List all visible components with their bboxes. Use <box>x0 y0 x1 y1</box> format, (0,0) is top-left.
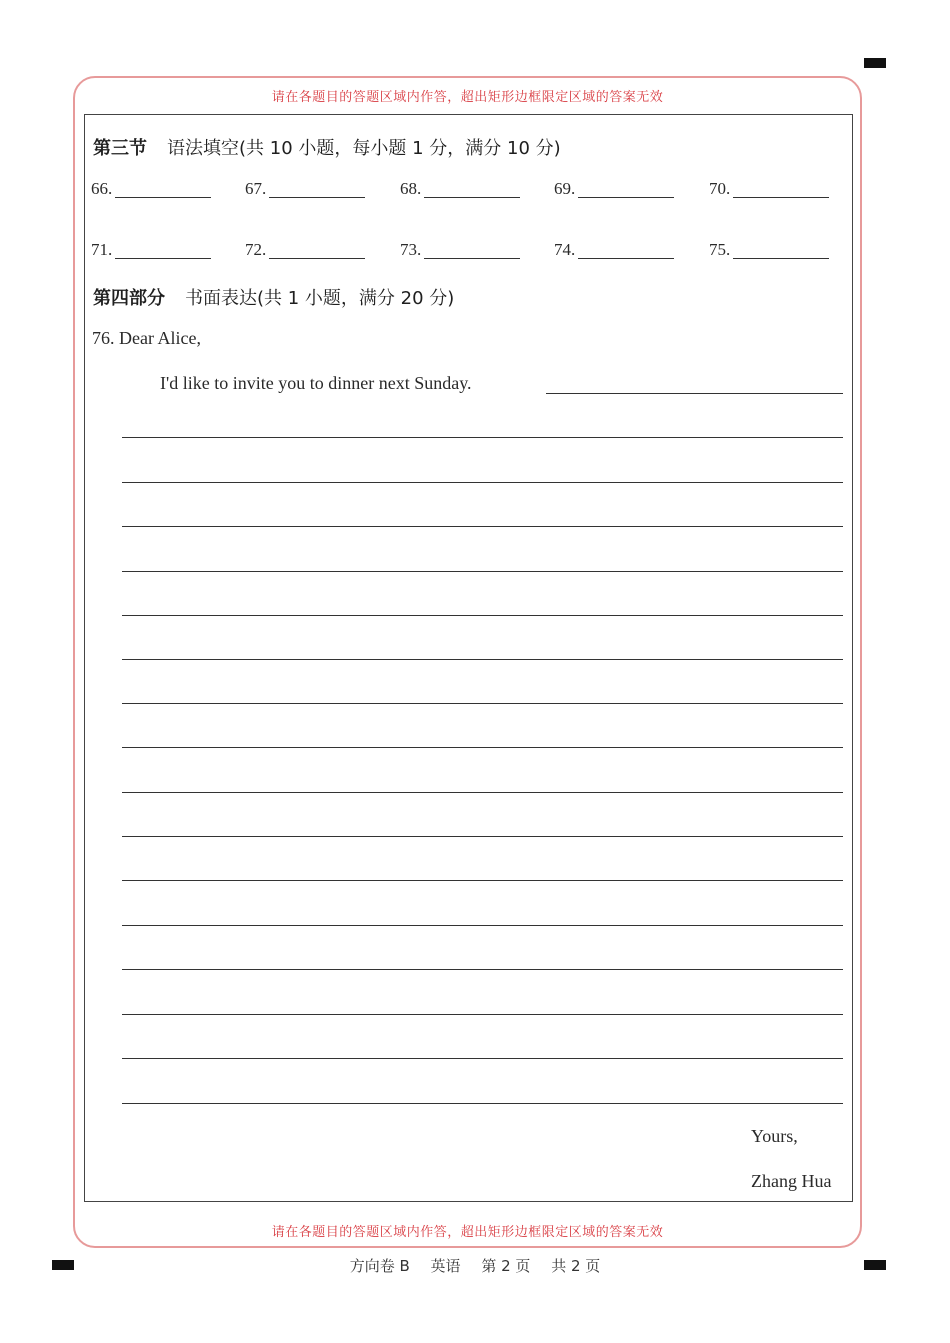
blank-number: 72. <box>245 240 267 259</box>
section4-title: 书面表达(共 1 小题，满分 20 分) <box>185 288 455 309</box>
answer-line <box>733 257 829 259</box>
header-warning: 请在各题目的答题区域内作答，超出矩形边框限定区域的答案无效 <box>271 90 664 105</box>
blank-number: 75. <box>709 240 731 259</box>
writing-line[interactable] <box>122 747 843 748</box>
blank-75[interactable] <box>709 240 829 260</box>
subject-label: 英语 <box>430 1257 461 1275</box>
blank-66[interactable] <box>91 179 211 199</box>
writing-line[interactable] <box>122 659 843 660</box>
blank-67[interactable] <box>245 179 365 199</box>
answer-line <box>733 196 829 198</box>
answer-line <box>578 196 674 198</box>
section3-label: 第三节 <box>93 138 147 159</box>
blank-68[interactable] <box>400 179 520 199</box>
letter-salutation: 76. Dear Alice, <box>92 328 201 348</box>
blank-number: 66. <box>91 179 113 198</box>
writing-line[interactable] <box>122 615 843 616</box>
answer-line <box>115 257 211 259</box>
page-number: 第 2 页 <box>481 1257 531 1275</box>
blank-number: 74. <box>554 240 576 259</box>
blank-70[interactable] <box>709 179 829 199</box>
section3-heading <box>93 134 561 160</box>
blank-number: 73. <box>400 240 422 259</box>
answer-area-inner-frame <box>84 114 853 1202</box>
registration-marker-top-right <box>864 58 886 68</box>
writing-line[interactable] <box>122 969 843 970</box>
blank-71[interactable] <box>91 240 211 260</box>
blank-number: 68. <box>400 179 422 198</box>
blank-73[interactable] <box>400 240 520 260</box>
blank-number: 67. <box>245 179 267 198</box>
page-footer <box>0 1255 950 1276</box>
page-total: 共 2 页 <box>551 1257 601 1275</box>
writing-line[interactable] <box>122 1014 843 1015</box>
blank-number: 70. <box>709 179 731 198</box>
blank-72[interactable] <box>245 240 365 260</box>
blank-69[interactable] <box>554 179 674 199</box>
writing-line[interactable] <box>122 1058 843 1059</box>
writing-line[interactable] <box>122 571 843 572</box>
footer-warning: 请在各题目的答题区域内作答，超出矩形边框限定区域的答案无效 <box>271 1225 664 1240</box>
writing-line[interactable] <box>122 1103 843 1104</box>
writing-line[interactable] <box>122 836 843 837</box>
writing-line[interactable] <box>122 880 843 881</box>
writing-line[interactable] <box>122 526 843 527</box>
writing-line[interactable] <box>122 482 843 483</box>
section4-label: 第四部分 <box>93 288 165 309</box>
writing-line[interactable] <box>546 393 843 394</box>
paper-label: 方向卷 B <box>349 1257 410 1275</box>
writing-line[interactable] <box>122 703 843 704</box>
letter-opening: I'd like to invite you to dinner next Sunday. <box>160 373 472 393</box>
writing-line[interactable] <box>122 437 843 438</box>
letter-signature: Zhang Hua <box>751 1171 832 1191</box>
blank-74[interactable] <box>554 240 674 260</box>
answer-line <box>424 196 520 198</box>
answer-line <box>269 196 365 198</box>
blank-number: 71. <box>91 240 113 259</box>
section3-title: 语法填空(共 10 小题，每小题 1 分，满分 10 分) <box>167 138 561 159</box>
answer-line <box>424 257 520 259</box>
answer-line <box>269 257 365 259</box>
answer-line <box>578 257 674 259</box>
blank-number: 69. <box>554 179 576 198</box>
letter-closing: Yours, <box>751 1126 798 1146</box>
section4-heading <box>93 284 454 310</box>
writing-line[interactable] <box>122 925 843 926</box>
answer-line <box>115 196 211 198</box>
writing-line[interactable] <box>122 792 843 793</box>
